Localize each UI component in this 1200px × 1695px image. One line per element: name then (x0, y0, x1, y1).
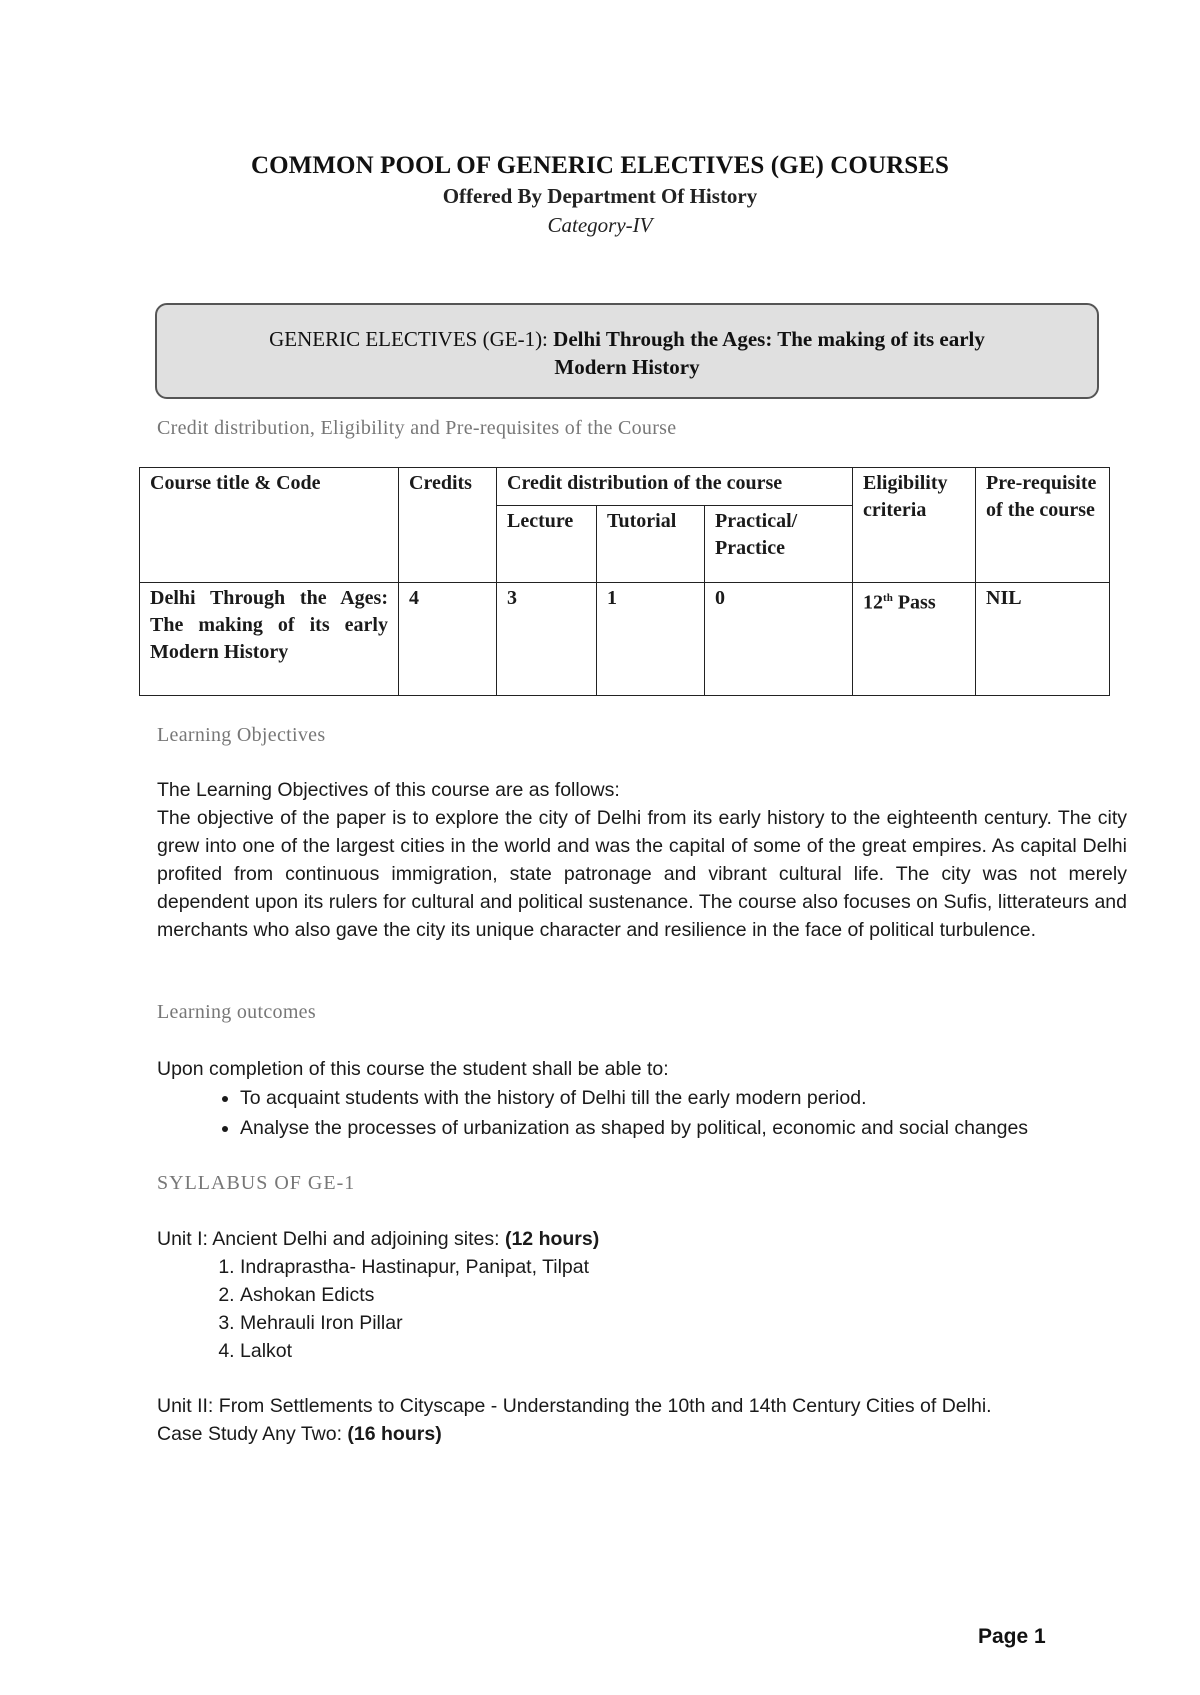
unit1-hours: (12 hours) (504, 1228, 600, 1250)
credit-section-heading: Credit distribution, Eligibility and Pre-requisites of the Course (157, 417, 677, 439)
header-credits: Credits (399, 468, 497, 583)
syllabus-heading: SYLLABUS OF GE-1 (157, 1172, 356, 1194)
unit2-heading (157, 1392, 1127, 1448)
header-lecture: Lecture (497, 506, 597, 583)
outcomes-list (210, 1083, 1140, 1143)
department-subtitle: Offered By Department Of History (442, 184, 758, 208)
objectives-intro: The Learning Objectives of this course are as follows: (157, 779, 620, 801)
table-header-row (140, 468, 1110, 506)
cell-course-title: Delhi Through the Ages: The making of its early Modern History (140, 583, 399, 696)
header-practical: Practical/ Practice (705, 506, 853, 583)
header-eligibility: Eligibility criteria (853, 468, 976, 583)
cell-lecture: 3 (497, 583, 597, 696)
cell-practical: 0 (705, 583, 853, 696)
learning-outcomes-heading: Learning outcomes (157, 1001, 316, 1023)
page-number: Page 1 (978, 1625, 1046, 1648)
header-tutorial: Tutorial (597, 506, 705, 583)
list-item: • To acquaint students with the history of Delhi till the early modern period. (240, 1083, 1140, 1113)
unit2-hours: (16 hours) (347, 1423, 442, 1445)
cell-prerequisite: NIL (976, 583, 1110, 696)
list-item: 3. Mehrauli Iron Pillar (240, 1309, 940, 1337)
unit2-title: From Settlements to Cityscape - Understanding the 10th and 14th Century Cities of Delhi. (213, 1395, 992, 1417)
list-item: 4. Lalkot (240, 1337, 940, 1365)
document-header (0, 152, 1200, 238)
category-label: Category-IV (547, 213, 653, 237)
objectives-body: The objective of the paper is to explore the city of Delhi from its early history to the eighteenth century. The city grew into one of the largest cities in the world and was the capital of some of the great empires. As capital Delhi profited from continuous immigration, state patronage and vibrant cultural life. The city was not merely dependent upon its rulers for cultural and political sustenance. The course also focuses on Sufis, litterateurs and merchants who also gave the city its unique character and resilience in the face of political turbulence. (157, 807, 1127, 941)
list-item: 2. Ashokan Edicts (240, 1281, 940, 1309)
ge-course-title-line1: Delhi Through the Ages: The making of its early (553, 327, 985, 351)
cell-credits: 4 (399, 583, 497, 696)
unit1-label: Unit I: (157, 1228, 208, 1250)
ge-label: GENERIC ELECTIVES (GE-1): (269, 327, 548, 351)
unit1-list (206, 1253, 940, 1365)
learning-objectives-heading: Learning Objectives (157, 724, 326, 746)
list-item: • Analyse the processes of urbanization as shaped by political, economic and social changes (240, 1113, 1140, 1143)
cell-eligibility: 12th Pass (853, 583, 976, 696)
unit2-label: Unit II: (157, 1395, 214, 1417)
unit1-heading (157, 1225, 1127, 1253)
header-credit-distribution: Credit distribution of the course (497, 468, 853, 506)
ge-course-title-line2: Modern History (554, 355, 700, 379)
header-course-title: Course title & Code (140, 468, 399, 583)
list-item: 1. Indraprastha- Hastinapur, Panipat, Tilpat (240, 1253, 940, 1281)
unit1-title: Ancient Delhi and adjoining sites: (207, 1228, 505, 1250)
outcomes-intro: Upon completion of this course the student shall be able to: (157, 1058, 669, 1080)
unit2-case-study: Case Study Any Two: (157, 1423, 348, 1445)
document-title: COMMON POOL OF GENERIC ELECTIVES (GE) COURSES (250, 152, 950, 179)
credit-distribution-table (139, 467, 1110, 696)
header-prerequisite: Pre-requisite of the course (976, 468, 1110, 583)
cell-tutorial: 1 (597, 583, 705, 696)
course-title-box (155, 303, 1099, 399)
table-row (140, 583, 1110, 696)
